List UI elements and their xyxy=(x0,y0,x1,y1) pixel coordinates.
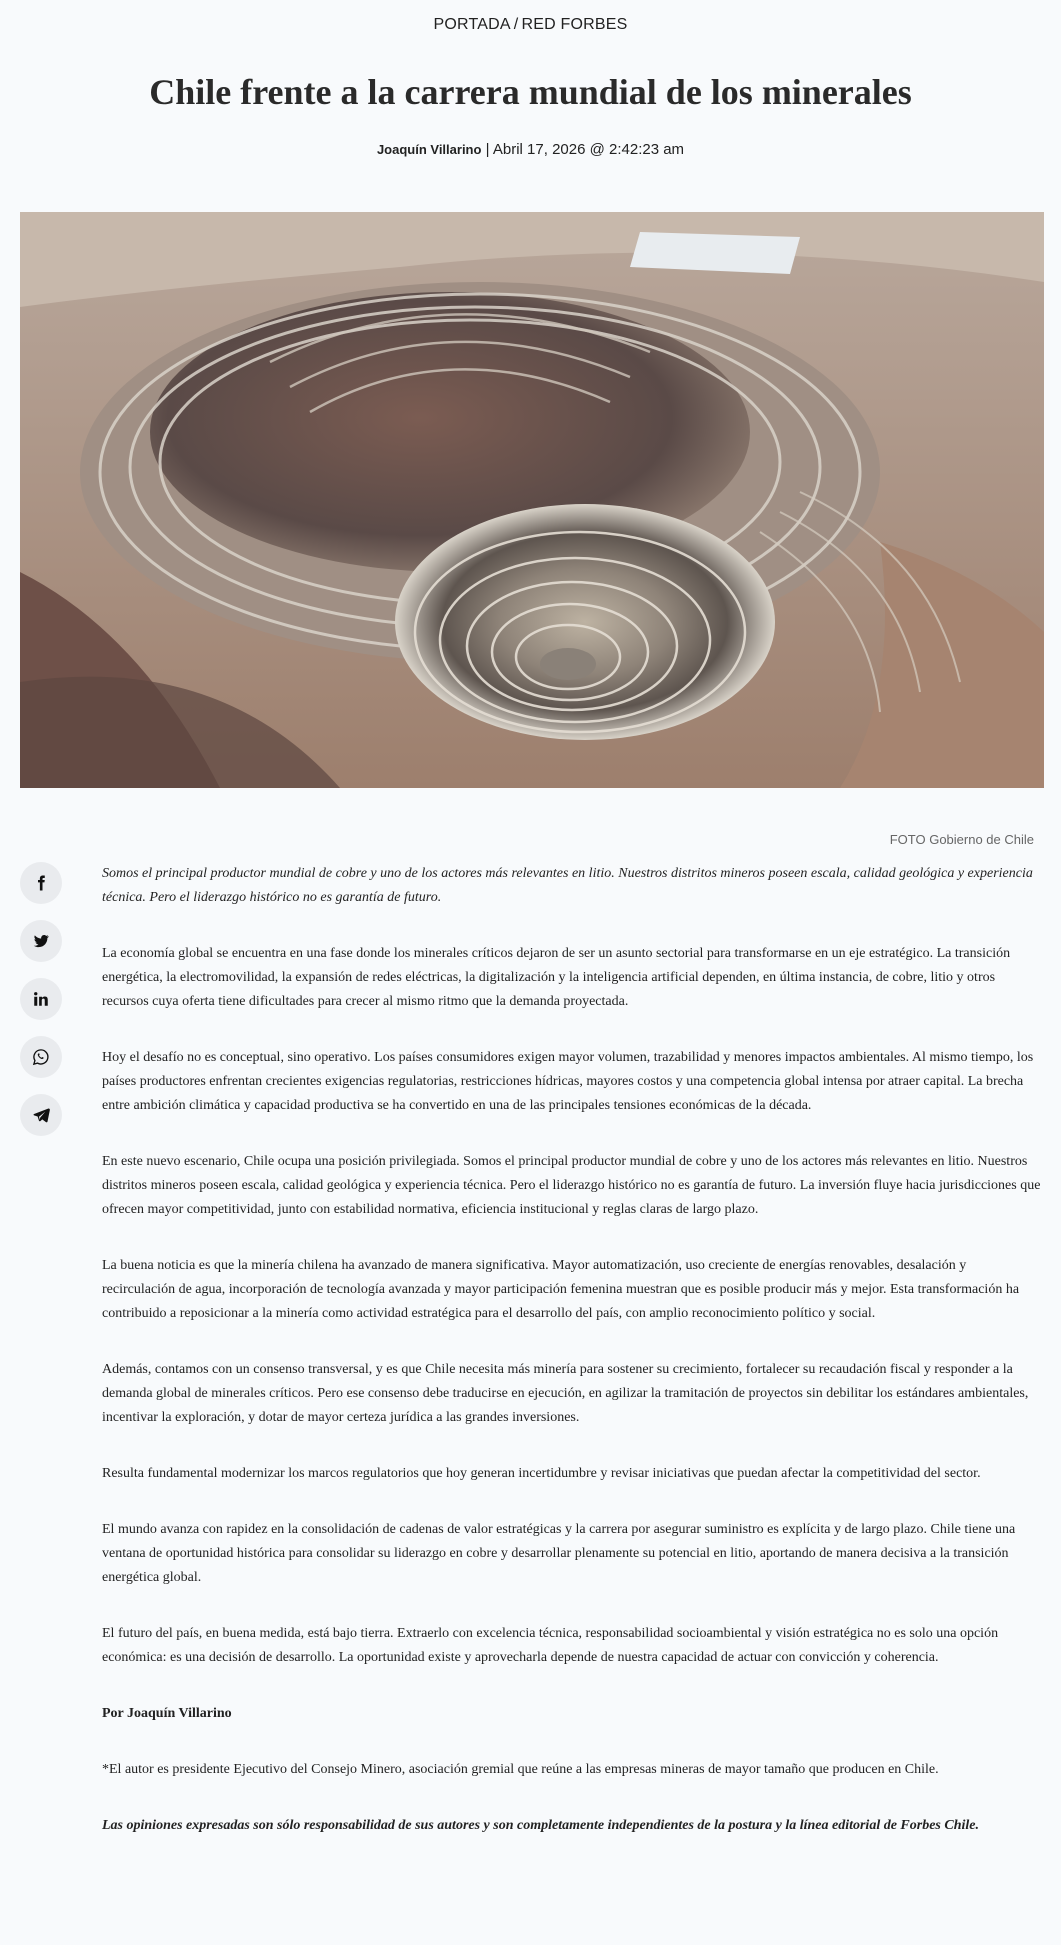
facebook-icon xyxy=(32,874,50,892)
author-note: *El autor es presidente Ejecutivo del Consejo Minero, asociación gremial que reúne a las empresas mineras de mayor tamaño que producen en Chile. xyxy=(102,1762,939,1777)
article-paragraph-1: La economía global se encuentra en una fase donde los minerales críticos dejaron de ser un asunto sectorial para transformarse en un eje estratégico. La transición energética, la electromovilidad, la expansión de redes eléctricas, la digitalización y la inteligencia artificial dependen, en última instancia, de cobre, litio y otros recursos cuya oferta tiene dificultades para crecer al mismo ritmo que la demanda proyectada. xyxy=(102,946,1011,1009)
breadcrumb-separator: / xyxy=(513,16,519,33)
byline xyxy=(0,141,1061,158)
breadcrumb-section-link[interactable]: RED FORBES xyxy=(521,16,628,33)
telegram-icon xyxy=(32,1106,50,1124)
share-twitter-button[interactable] xyxy=(20,920,62,962)
whatsapp-icon xyxy=(32,1048,50,1066)
share-whatsapp-button[interactable] xyxy=(20,1036,62,1078)
breadcrumb xyxy=(0,16,1061,34)
article-title: Chile frente a la carrera mundial de los minerales xyxy=(149,72,912,112)
author-name[interactable]: Joaquín Villarino xyxy=(376,142,482,157)
article-signature: Por Joaquín Villarino xyxy=(102,1706,232,1721)
share-linkedin-button[interactable] xyxy=(20,978,62,1020)
article-paragraph-2: Hoy el desafío no es conceptual, sino operativo. Los países consumidores exigen mayor volumen, trazabilidad y menores impactos ambientales. Al mismo tiempo, los países productores enfrentan crecientes exigencias regulatorias, restricciones hídricas, mayores costos y una competencia global intensa por atraer capital. La brecha entre ambición climática y capacidad productiva se ha convertido en una de las principales tensiones económicas de la década. xyxy=(102,1050,1034,1113)
article-paragraph-6: Resulta fundamental modernizar los marcos regulatorios que hoy generan incertidumbre y revisar iniciativas que puedan afectar la competitividad del sector. xyxy=(102,1466,981,1481)
article-paragraph-7: El mundo avanza con rapidez en la consolidación de cadenas de valor estratégicas y la carrera por asegurar suministro es explícita y de largo plazo. Chile tiene una ventana de oportunidad histórica para consolidar su liderazgo en cobre y desarrollar plenamente su potencial en litio, aportando de manera decisiva a la transición energética global. xyxy=(102,1522,1016,1585)
article-paragraph-5: Además, contamos con un consenso transversal, y es que Chile necesita más minería para sostener su crecimiento, fortalecer su recaudación fiscal y responder a la demanda global de minerales críticos. Pero ese consenso debe traducirse en ejecución, en agilizar la tramitación de proyectos sin debilitar los estándares ambientales, incentivar la exploración, y dotar de mayor certeza jurídica a las grandes inversiones. xyxy=(102,1362,1029,1425)
share-telegram-button[interactable] xyxy=(20,1094,62,1136)
linkedin-icon xyxy=(32,990,50,1008)
share-bar xyxy=(20,862,62,1152)
publish-date: Abril 17, 2026 @ 2:42:23 am xyxy=(492,141,685,158)
article-paragraph-8: El futuro del país, en buena medida, está bajo tierra. Extraerlo con excelencia técnica, responsabilidad socioambiental y visión estratégica no es solo una opción económica: es una decisión de desarrollo. La oportunidad existe y aprovecharla depende de nuestra capacidad de actuar con convicción y coherencia. xyxy=(102,1626,999,1665)
article-paragraph-4: La buena noticia es que la minería chilena ha avanzado de manera significativa. Mayor automatización, uso creciente de energías renovables, desalación y recirculación de agua, incorporación de tecnología avanzada y mayor participación femenina muestran que es posible producir más y mejor. Esta transformación ha contribuido a reposicionar a la minería como actividad estratégica para el desarrollo del país, con amplio reconocimiento político y social. xyxy=(102,1258,1020,1321)
open-pit-mine-illustration xyxy=(20,212,1044,788)
editorial-disclaimer: Las opiniones expresadas son sólo responsabilidad de sus autores y son completamente independientes de la postura y la línea editorial de Forbes Chile. xyxy=(102,1818,979,1833)
photo-credit: FOTO Gobierno de Chile xyxy=(889,832,1034,847)
share-facebook-button[interactable] xyxy=(20,862,62,904)
byline-separator: | xyxy=(485,141,490,158)
article-body xyxy=(102,862,1042,1870)
article-lead: Somos el principal productor mundial de cobre y uno de los actores más relevantes en litio. Nuestros distritos mineros poseen escala, calidad geológica y experiencia técnica. Pero el liderazgo histórico no es garantía de futuro. xyxy=(102,866,1033,905)
twitter-icon xyxy=(32,932,50,950)
breadcrumb-home-link[interactable]: PORTADA xyxy=(433,16,511,33)
article-paragraph-3: En este nuevo escenario, Chile ocupa una posición privilegiada. Somos el principal productor mundial de cobre y uno de los actores más relevantes en litio. Nuestros distritos mineros poseen escala, calidad geológica y experiencia técnica. Pero el liderazgo histórico no es garantía de futuro. La inversión fluye hacia jurisdicciones que ofrecen mayor competitividad, junto con estabilidad normativa, eficiencia institucional y reglas claras de largo plazo. xyxy=(102,1154,1041,1217)
hero-image xyxy=(20,212,1044,788)
